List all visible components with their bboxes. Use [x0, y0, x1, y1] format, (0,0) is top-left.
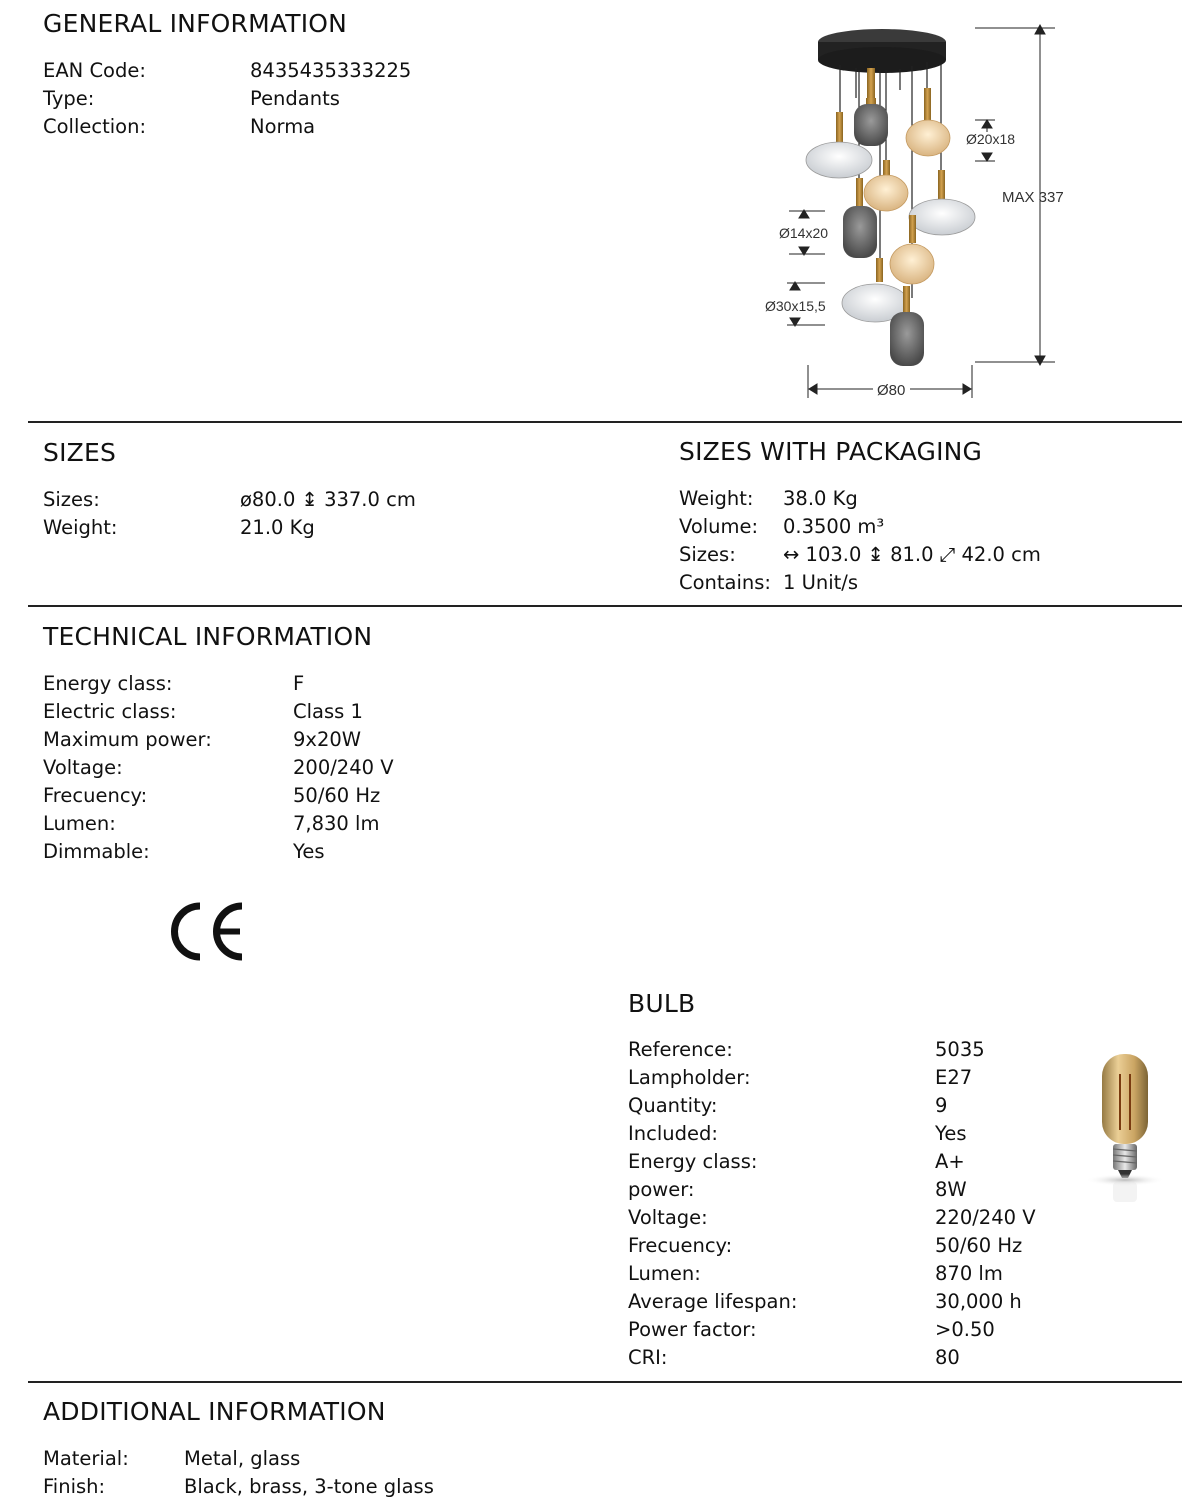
- bulb-title: BULB: [628, 989, 696, 1018]
- row-label: Material:: [43, 1447, 129, 1470]
- row-label: Maximum power:: [43, 728, 212, 751]
- row-label: Voltage:: [43, 756, 123, 779]
- general-title: GENERAL INFORMATION: [43, 9, 348, 38]
- row-value: 200/240 V: [293, 756, 394, 779]
- row-value: >0.50: [935, 1318, 995, 1341]
- row-label: Quantity:: [628, 1094, 718, 1117]
- row-value: 1 Unit/s: [783, 571, 859, 594]
- row-label: Energy class:: [43, 672, 173, 695]
- row-value: 7,830 lm: [293, 812, 380, 835]
- dim-label-small: Ø20x18: [966, 131, 1016, 147]
- row-label: Dimmable:: [43, 840, 150, 863]
- row-value: 8W: [935, 1178, 967, 1201]
- row-label: Weight:: [43, 516, 118, 539]
- row-label: Lampholder:: [628, 1066, 751, 1089]
- row-label: Type:: [43, 87, 95, 110]
- technical-title: TECHNICAL INFORMATION: [43, 622, 373, 651]
- row-value: 38.0 Kg: [783, 487, 858, 510]
- row-value: 9x20W: [293, 728, 362, 751]
- row-value: Yes: [293, 840, 325, 863]
- row-value: Pendants: [250, 87, 340, 110]
- row-label: Contains:: [679, 571, 772, 594]
- row-value: 50/60 Hz: [293, 784, 381, 807]
- row-label: Electric class:: [43, 700, 177, 723]
- row-value: 30,000 h: [935, 1290, 1022, 1313]
- sizes-title: SIZES: [43, 438, 117, 467]
- packaging-title: SIZES WITH PACKAGING: [679, 437, 983, 466]
- row-value: ø80.0 ↨ 337.0 cm: [240, 488, 416, 511]
- pendant-amber-2: [864, 160, 908, 211]
- row-value: 0.3500 m³: [783, 515, 885, 538]
- row-label: Included:: [628, 1122, 718, 1145]
- bulb-image: [1080, 1050, 1170, 1210]
- row-value: 5035: [935, 1038, 985, 1061]
- row-value: E27: [935, 1066, 973, 1089]
- row-label: Volume:: [679, 515, 759, 538]
- product-diagram: [755, 20, 1095, 405]
- row-label: Energy class:: [628, 1150, 758, 1173]
- row-label: Sizes:: [679, 543, 736, 566]
- additional-title: ADDITIONAL INFORMATION: [43, 1397, 386, 1426]
- row-label: Weight:: [679, 487, 754, 510]
- row-value: Black, brass, 3-tone glass: [184, 1475, 434, 1498]
- row-label: Power factor:: [628, 1318, 757, 1341]
- row-value: ↔ 103.0 ↨ 81.0 ⤢ 42.0 cm: [783, 543, 1041, 566]
- row-label: Reference:: [628, 1038, 733, 1061]
- dim-label-diameter: Ø80: [877, 382, 906, 399]
- row-label: EAN Code:: [43, 59, 146, 82]
- row-label: Lumen:: [628, 1262, 701, 1285]
- row-label: Sizes:: [43, 488, 100, 511]
- row-value: A+: [935, 1150, 965, 1173]
- row-value: 8435435333225: [250, 59, 412, 82]
- divider: [28, 1381, 1182, 1383]
- brass-holder: [867, 68, 875, 100]
- ce-mark-icon: [166, 900, 246, 964]
- row-label: Frecuency:: [628, 1234, 733, 1257]
- row-label: Finish:: [43, 1475, 106, 1498]
- row-value: 80: [935, 1346, 960, 1369]
- row-label: Average lifespan:: [628, 1290, 798, 1313]
- row-label: CRI:: [628, 1346, 668, 1369]
- row-label: power:: [628, 1178, 695, 1201]
- divider: [28, 421, 1182, 423]
- row-value: 9: [935, 1094, 948, 1117]
- divider: [28, 605, 1182, 607]
- row-value: F: [293, 672, 305, 695]
- dim-label-large: Ø30x15,5: [765, 298, 826, 314]
- row-value: Yes: [935, 1122, 967, 1145]
- row-value: Metal, glass: [184, 1447, 301, 1470]
- row-value: 870 lm: [935, 1262, 1003, 1285]
- pendant-clear-2: [909, 170, 975, 235]
- row-value: 21.0 Kg: [240, 516, 315, 539]
- dim-label-max: MAX 337: [1002, 189, 1064, 206]
- row-label: Voltage:: [628, 1206, 708, 1229]
- row-label: Collection:: [43, 115, 147, 138]
- row-value: 50/60 Hz: [935, 1234, 1023, 1257]
- row-label: Lumen:: [43, 812, 116, 835]
- dim-label-mid: Ø14x20: [779, 225, 829, 241]
- row-value: Norma: [250, 115, 316, 138]
- row-label: Frecuency:: [43, 784, 148, 807]
- row-value: Class 1: [293, 700, 363, 723]
- row-value: 220/240 V: [935, 1206, 1036, 1229]
